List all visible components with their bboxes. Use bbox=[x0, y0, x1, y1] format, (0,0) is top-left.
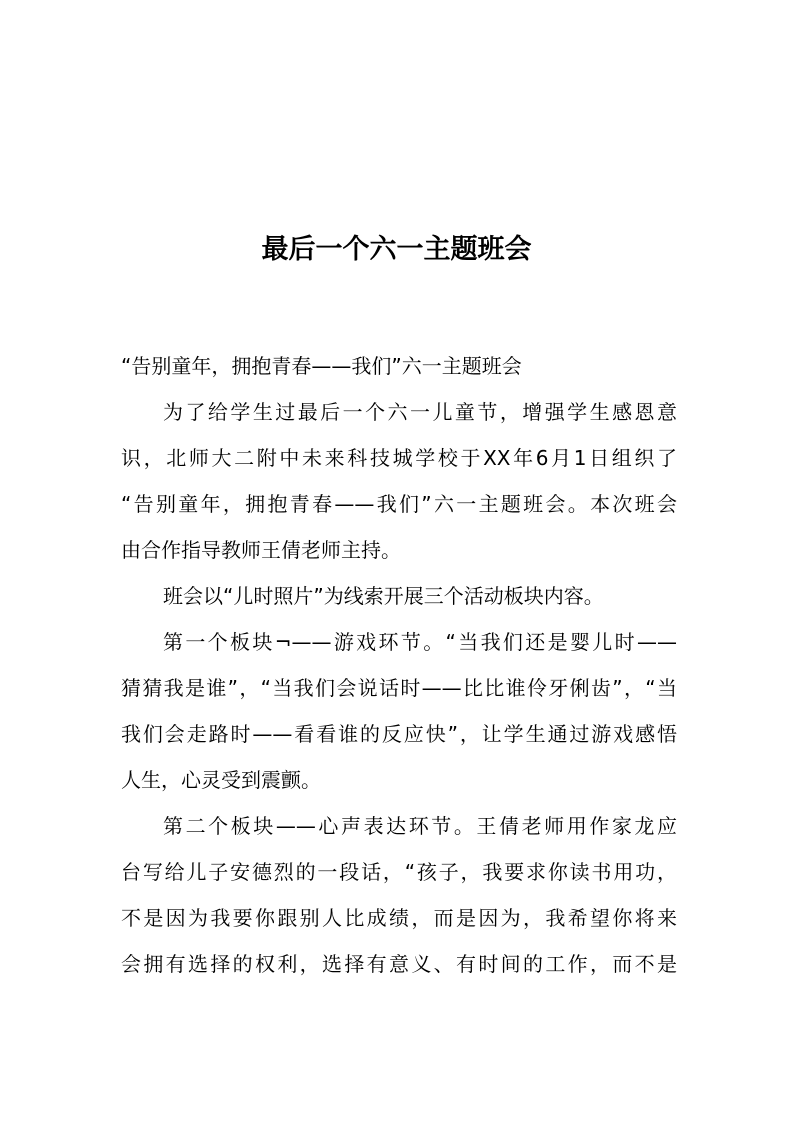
text-line: “告别童年，拥抱青春——我们”六一主题班会。本次班会 bbox=[121, 492, 677, 516]
text-line: 识，北师大二附中未来科技城学校于XX年6月1日组织了 bbox=[121, 446, 677, 470]
document-body bbox=[121, 343, 677, 987]
text-line: 猜猜我是谁”，“当我们会说话时——比比谁伶牙俐齿”，“当 bbox=[121, 676, 677, 700]
text-line: 第二个板块——心声表达环节。王倩老师用作家龙应 bbox=[163, 814, 677, 838]
text-line: 不是因为我要你跟别人比成绩，而是因为，我希望你将来 bbox=[121, 906, 677, 930]
text-line: 人生，心灵受到震颤。 bbox=[121, 768, 321, 792]
text-line: 会拥有选择的权利，选择有意义、有时间的工作，而不是 bbox=[121, 952, 677, 976]
text-line: 为了给学生过最后一个六一儿童节，增强学生感恩意 bbox=[163, 400, 677, 424]
text-line: 由合作指导教师王倩老师主持。 bbox=[121, 538, 401, 562]
text-line: 班会以“儿时照片”为线索开展三个活动板块内容。 bbox=[163, 584, 604, 608]
text-line: 我们会走路时——看看谁的反应快”，让学生通过游戏感悟 bbox=[121, 722, 677, 746]
text-line: 第一个板块¬——游戏环节。“当我们还是婴儿时—— bbox=[163, 630, 677, 654]
text-line: 台写给儿子安德烈的一段话，“孩子，我要求你读书用功， bbox=[121, 860, 677, 884]
document-title: 最后一个六一主题班会 bbox=[261, 234, 532, 265]
text-line: “告别童年，拥抱青春——我们”六一主题班会 bbox=[121, 354, 522, 378]
